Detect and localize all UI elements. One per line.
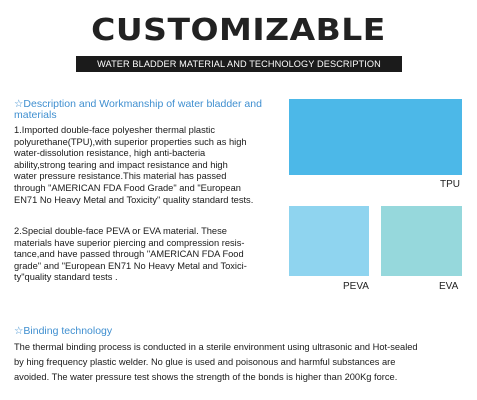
description-heading-line: materials	[14, 109, 57, 121]
tpu-label: TPU	[440, 179, 460, 190]
paragraph-line: EN71 No Heavy Metal and Toxicity" quality standard tests.	[14, 194, 254, 205]
description-heading	[14, 99, 262, 121]
binding-heading: ☆Binding technology	[14, 325, 113, 337]
paragraph-line: ability,strong tearing and impact resistance and high	[14, 159, 228, 170]
page-title: CUSTOMIZABLE	[91, 11, 386, 48]
paragraph-line: by hing frequency plastic welder. No glue is used and poisonous and harmful substances are	[14, 357, 396, 367]
paragraph-line: tance,and have passed through "AMERICAN FDA Food	[14, 249, 244, 260]
paragraph-line: 2.Special double-face PEVA or EVA material. These	[14, 226, 227, 236]
paragraph-line: through "AMERICAN FDA Food Grade" and "European	[14, 182, 241, 193]
tpu-swatch	[289, 99, 462, 175]
paragraph-line: polyurethane(TPU),with superior properties such as high	[14, 136, 247, 147]
peva-eva-description	[14, 226, 247, 284]
paragraph-line: water-dissolution resistance, high anti-bacteria	[14, 148, 206, 159]
peva-label: PEVA	[343, 281, 369, 292]
paragraph-line: materials have superior piercing and compression resis-	[14, 237, 245, 248]
paragraph-line: water pressure resistance.This material has passed	[14, 171, 227, 182]
eva-label: EVA	[439, 281, 459, 292]
binding-description	[14, 340, 464, 385]
peva-swatch	[289, 206, 369, 276]
paragraph-line: grade" and "European EN71 No Heavy Metal and Toxici-	[14, 260, 247, 271]
paragraph-line: The thermal binding process is conducted in a sterile environment using ultrasonic and Hot-sealed	[14, 342, 418, 352]
paragraph-line: avoided. The water pressure test shows the strength of the bonds is higher than 200Kg force.	[14, 372, 398, 382]
paragraph-line: 1.Imported double-face polyesher thermal plastic	[14, 125, 216, 135]
section-banner: WATER BLADDER MATERIAL AND TECHNOLOGY DESCRIPTION	[76, 56, 402, 72]
tpu-description	[14, 125, 253, 206]
eva-swatch	[381, 206, 462, 276]
paragraph-line: ty"quality standard tests .	[14, 272, 118, 283]
description-heading-line: ☆Description and Workmanship of water bladder and	[14, 98, 262, 110]
